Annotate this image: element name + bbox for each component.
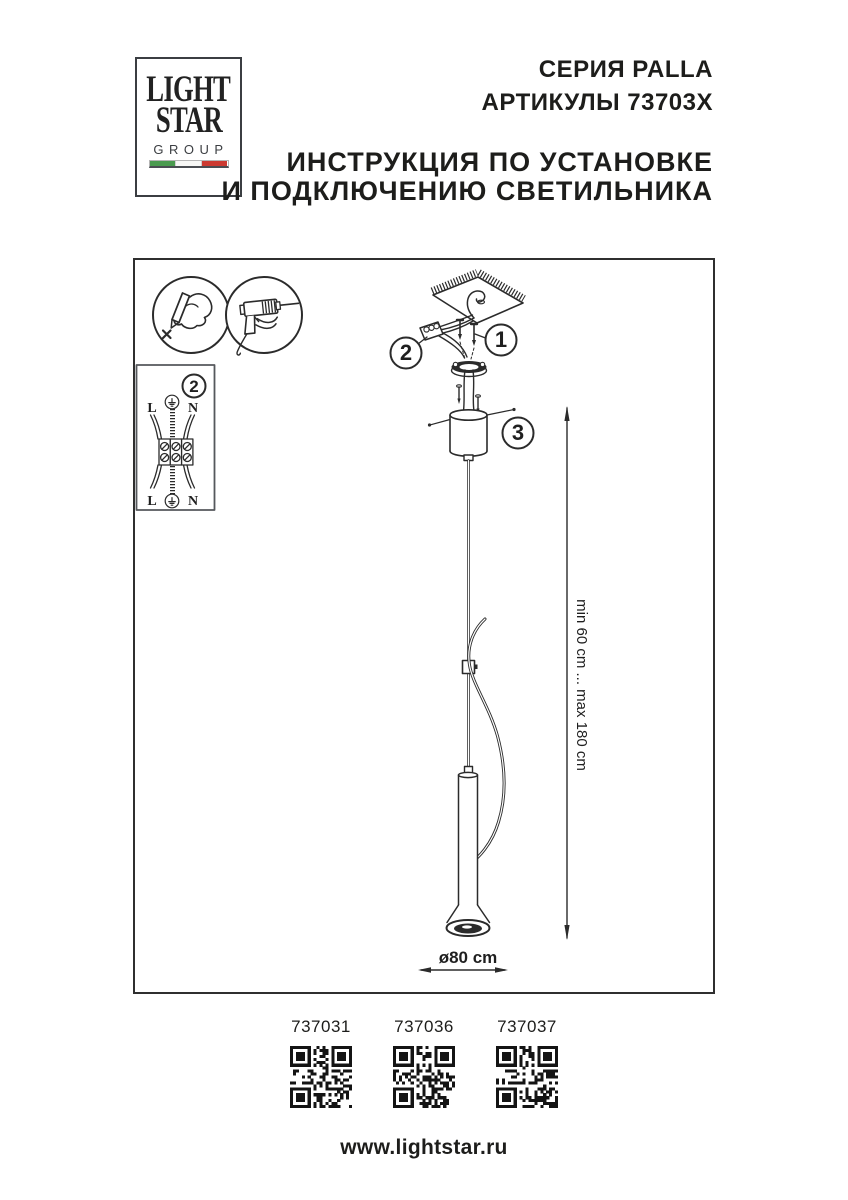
callout-1-number: 1: [494, 327, 508, 352]
instruction-title-line2: И ПОДКЛЮЧЕНИЮ СВЕТИЛЬНИКА: [221, 175, 713, 206]
live-label-bottom: L: [147, 494, 157, 509]
callout-2-number: 2: [399, 340, 413, 365]
instruction-title: [222, 148, 713, 206]
logo-word-group: GROUP: [153, 142, 229, 158]
qr-code: [290, 1046, 352, 1108]
wiring-inset: [137, 365, 215, 510]
qr-code: [496, 1046, 558, 1108]
instruction-title-line1: ИНСТРУКЦИЯ ПО УСТАНОВКЕ: [286, 147, 713, 177]
logo-word-light: LIGHT: [146, 69, 231, 110]
ceiling-panel: [432, 273, 524, 324]
qr-block-737037: [496, 1017, 558, 1108]
diameter-label: ø80 cm: [438, 948, 498, 967]
mark-drill-points-icon: [153, 277, 229, 353]
drill-icon: [226, 277, 303, 355]
callout-3-number: 3: [511, 420, 525, 445]
logo-word-star: STAR: [155, 100, 222, 142]
inset-terminal-block: [159, 439, 193, 465]
mounting-ring: [452, 361, 487, 377]
callout-1-leader: [475, 334, 486, 338]
series-title: СЕРИЯ PALLA: [538, 56, 713, 83]
article-number: 737037: [497, 1017, 557, 1036]
live-label-top: L: [147, 401, 157, 416]
earth-symbol-bottom: [165, 494, 179, 508]
website-url: www.lightstar.ru: [340, 1136, 508, 1159]
articles-title: АРТИКУЛЫ 73703X: [481, 89, 713, 116]
article-number: 737036: [394, 1017, 454, 1036]
diameter-dimension: [418, 967, 508, 973]
neutral-label-top: N: [187, 401, 199, 416]
neutral-label-bottom: N: [187, 494, 199, 509]
terminal-block: [420, 322, 443, 340]
article-number: 737031: [291, 1017, 351, 1036]
installation-diagram: [133, 258, 715, 994]
qr-block-737031: [290, 1017, 352, 1108]
earth-symbol-top: [165, 395, 179, 409]
height-dimension: [564, 406, 569, 940]
supply-wires: [439, 315, 474, 358]
height-range-label: min 60 cm ... max 180 cm: [573, 599, 590, 771]
qr-block-737036: [393, 1017, 455, 1108]
italian-flag-bar: [149, 160, 229, 168]
title-block: [222, 58, 713, 206]
installation-diagram-frame: [133, 258, 715, 994]
inset-step-number: 2: [189, 377, 199, 396]
anchor-screws: [457, 320, 477, 359]
qr-code: [393, 1046, 455, 1108]
qr-code-row: [0, 1017, 848, 1108]
flag-white-segment: [175, 161, 202, 166]
flag-green-segment: [150, 161, 175, 166]
